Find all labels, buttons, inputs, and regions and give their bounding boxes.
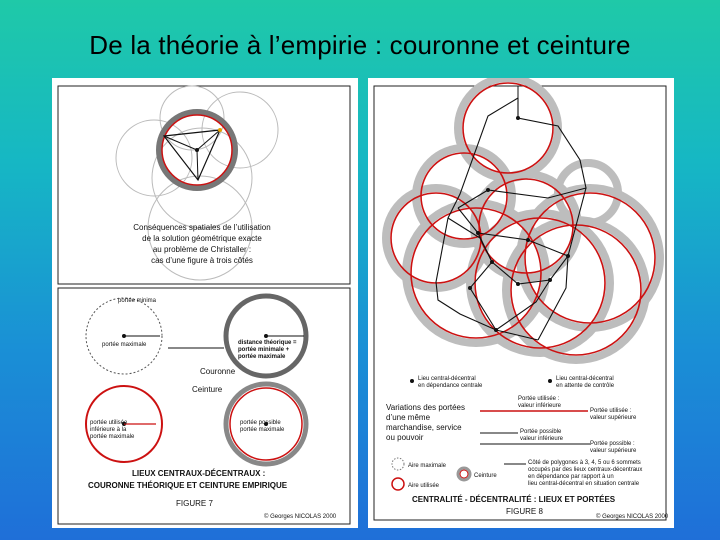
fig8-aire-max-symbol	[392, 458, 404, 470]
fig8-poss-sup-a: Portée possible :	[590, 441, 635, 447]
fig7-utilisee-3: portée maximale	[90, 434, 135, 440]
figure-8-drawing	[368, 78, 674, 528]
slide-title: De la théorie à l’empirie : couronne et ceinture	[89, 30, 631, 60]
fig7-distance-2: portée minimale +	[238, 347, 290, 353]
fig8-figure-label: FIGURE 8	[506, 507, 543, 516]
fig8-note-1: Côté de polygones à 3, 4, 5 ou 6 sommets	[528, 460, 641, 466]
fig7-possible-2: portée maximale	[240, 427, 285, 433]
fig7-portee-minima: portée minima	[118, 298, 157, 304]
fig8-bottom-title: CENTRALITÉ - DÉCENTRALITÉ : LIEUX ET PORTÉES	[412, 495, 616, 504]
fig8-variations-1: Variations des portées	[386, 403, 466, 412]
fig7-caption-line-3: au problème de Christaller :	[152, 245, 252, 254]
fig8-aire-util-symbol	[392, 478, 404, 490]
fig8-poss-inf-b: valeur inférieure	[520, 436, 564, 442]
fig7-center-point	[195, 148, 199, 152]
fig8-aire-utilisee: Aire utilisée	[408, 483, 440, 489]
fig8-note-2: occupés par des lieux centraux-décentraux	[528, 467, 643, 473]
fig7-utilisee-2: inférieure à la	[90, 427, 127, 433]
fig7-bottom-title-1: LIEUX CENTRAUX-DÉCENTRAUX :	[132, 469, 266, 478]
fig8-legend-1b: en dépendance centrale	[418, 383, 483, 389]
fig7-caption-line-4: cas d’une figure à trois côtés	[151, 256, 253, 265]
fig8-ceinture-label: Ceinture	[474, 473, 497, 479]
fig8-variations-2: d’une même	[386, 413, 431, 422]
fig8-legend-1a: Lieu central-décentral	[418, 376, 476, 382]
fig7-vertex-point	[218, 128, 222, 132]
fig8-poss-inf-a: Portée possible	[520, 429, 562, 435]
fig7-figure-label: FIGURE 7	[176, 499, 213, 508]
fig8-note-4: lieu central-décentral en situation centrale	[528, 481, 640, 487]
fig8-legend-dot-1	[410, 379, 414, 383]
fig8-util-sup-b: valeur supérieure	[590, 415, 637, 421]
fig7-distance-3: portée maximale	[238, 354, 286, 360]
fig8-variations-4: ou pouvoir	[386, 433, 424, 442]
fig8-copyright: © Georges NICOLAS 2000	[596, 514, 669, 520]
fig8-legend-2a: Lieu central-décentral	[556, 376, 614, 382]
fig7-ceinture-label: Ceinture	[192, 385, 223, 394]
fig7-portee-maximale: portée maximale	[102, 342, 147, 348]
figure-7-panel	[52, 78, 358, 528]
fig7-couronne-label: Couronne	[200, 367, 236, 376]
fig8-legend-dot-2	[548, 379, 552, 383]
fig7-possible-1: portée possible	[240, 420, 281, 426]
fig8-aire-maximale: Aire maximale	[408, 463, 447, 469]
fig7-tri-line-2	[197, 130, 220, 150]
fig8-util-inf-a: Portée utilisée :	[518, 396, 560, 402]
fig7-caption-line-1: Conséquences spatiales de l’utilisation	[133, 223, 271, 232]
fig8-note-3: en dépendance par rapport à un	[528, 474, 614, 480]
fig7-caption-line-2: de la solution géométrique exacte	[142, 234, 262, 243]
fig7-tri-line-3	[197, 150, 198, 180]
fig7-bottom-title-2: COURONNE THÉORIQUE ET CEINTURE EMPIRIQUE	[88, 481, 288, 490]
fig8-util-inf-b: valeur inférieure	[518, 403, 562, 409]
fig8-poss-sup-b: valeur supérieure	[590, 448, 637, 454]
fig8-ceinture-symbol-inner	[460, 470, 468, 478]
figure-7-drawing	[52, 78, 358, 528]
fig8-legend-2b: en attente de contrôle	[556, 383, 615, 389]
fig7-distance-1: distance théorique =	[238, 340, 297, 346]
fig8-util-sup-a: Portée utilisée :	[590, 408, 632, 414]
fig8-variations-3: marchandise, service	[386, 423, 462, 432]
fig7-copyright: © Georges NICOLAS 2000	[264, 514, 337, 520]
figure-8-panel	[368, 78, 674, 528]
fig7-utilisee-1: portée utilisée	[90, 420, 128, 426]
fig7-circle-right	[202, 92, 278, 168]
